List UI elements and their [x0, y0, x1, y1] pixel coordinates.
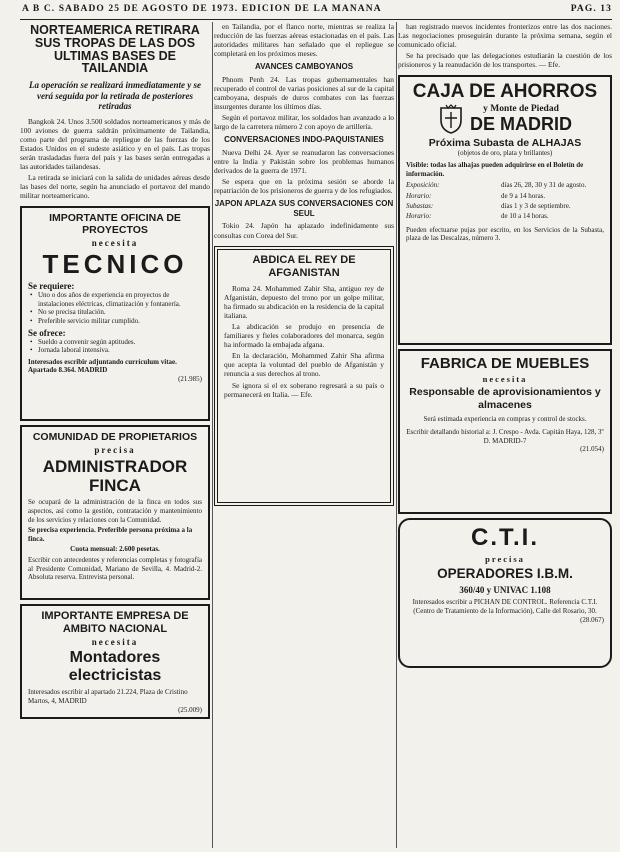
ad-city: DE MADRID [470, 114, 572, 135]
table-cell: Subastas: [406, 202, 434, 211]
table-row [406, 192, 604, 202]
ad-cti [398, 518, 612, 668]
ad-empresa-nacional [20, 604, 210, 719]
ad-reference: (28.067) [580, 615, 604, 624]
offers-list [28, 338, 202, 355]
story-box-afganistan [214, 246, 394, 506]
ad-footer: Pueden efectuarse pujas por escrito, en los Servicios de la Subasta, plaza de las Descalzas, número 3. [406, 225, 604, 243]
ad-needs: necesita [482, 374, 528, 385]
ad-auction: Próxima Subasta de ALHAJAS [428, 137, 582, 150]
ad-title: CAJA DE AHORROS [412, 81, 598, 103]
page-number: PAG. 13 [570, 4, 612, 14]
paragraph: Se espera que en la próxima sesión se aborde la repatriación de los prisioneros de guerra y de los refugiados. [214, 177, 394, 196]
paragraph: Nueva Delhi 24. Ayer se reanudaron las conversaciones entre la India y Pakistán sobre los problemas humanos derivados de la guerra de 1971. [214, 147, 394, 176]
list-item: • Uno o dos años de experiencia en proyectos de instalaciones eléctricas, climatización y fontanería. [38, 291, 202, 308]
ad-text: Será estimada experiencia en compras y control de stocks. [423, 415, 587, 424]
ad-title: C.T.I. [470, 524, 539, 552]
offers-label: Se ofrece: [28, 327, 66, 338]
ad-contact: Interesados escribir al apartado 21.224, Plaza de Cristino Martos, 4, MADRID [28, 688, 188, 705]
list-item: • Preferible servicio militar cumplido. [38, 317, 202, 325]
subheadline: La operación se realizará inmediatamente y se verá seguida por la retirada de posteriores retiradas [29, 80, 201, 111]
paragraph: en Tailandia, por el flanco norte, mientras se realiza la reducción de las fuerzas aéreas estacionadas en el país. Las autoridades militares han señalado que el repliegue se completará en los próximos meses. [214, 22, 394, 59]
paragraph: han registrado nuevos incidentes fronterizos entre las dos naciones. Las negociaciones proseguirán durante la próxima semana, según el comunicado oficial. [398, 22, 612, 50]
paragraph: Se ignora si el ex soberano regresará a su país o permanecerá en Italia. — Efe. [224, 380, 384, 399]
header-text: A B C. SABADO 25 DE AGOSTO DE 1973. EDICION DE LA MAÑANA [22, 4, 382, 14]
table-cell: días 26, 28, 30 y 31 de agosto. [501, 181, 587, 190]
page-header [22, 4, 612, 18]
table-cell: de 10 a 14 horas. [501, 212, 549, 221]
ad-needs: necesita [91, 238, 139, 249]
section-title: AVANCES CAMBOYANOS [254, 62, 354, 72]
story-text [20, 117, 210, 201]
ad-models: 360/40 y UNIVAC 1.108 [459, 585, 551, 596]
paragraph: Bangkok 24. Unos 3.500 soldados norteamericanos y más de 100 aviones de guerra saldrán próximamente de Tailandia, como parte del programa de repliegue de las fuerzas de los Estados Unidos en el sudeste asiático y en el país. Las tropas serán trasladadas fuera del país y las bases serán entregadas a las autoridades tailandesas. [20, 116, 210, 171]
column-right [398, 22, 612, 848]
ad-reference: (21.054) [580, 445, 604, 454]
ad-title: FABRICA DE MUEBLES [420, 355, 590, 373]
ad-contact: Escribir detallando historial a: J. Crespo - Avda. Capitán Haya, 128, 3º D. MADRID-7 [406, 428, 604, 445]
ad-needs: necesita [91, 637, 139, 648]
ad-contact: Interesados escribir a PICHAN DE CONTROL. Referencia C.T.I. (Centro de Tratamiento de la Información), Calle del Rosario, 30. [412, 598, 598, 616]
story-text [214, 148, 394, 195]
paragraph: Roma 24. Mohammed Zahir Sha, antiguo rey de Afganistán, depuesto del trono por un golpe militar, ha firmado su abdicación en la residencia de la capital italiana. [224, 283, 384, 320]
table-cell: Exposición: [406, 181, 440, 190]
ad-text: Se ocupará de la administración de la finca en todos sus aspectos, así como la gestión, contratación y mantenimiento de los servicios y relaciones con la Comunidad. [28, 498, 202, 524]
list-item: • No se precisa titulación. [38, 308, 202, 316]
ad-subtitle: y Monte de Piedad [483, 104, 559, 115]
headline: NORTEAMERICA RETIRARA SUS TROPAS DE LAS DOS ULTIMAS BASES DE TAILANDIA [30, 23, 200, 76]
paragraph: La retirada se iniciará con la salida de unidades aéreas desde las bases del norte, según ha anunciado el portavoz del mando militar norteamericano. [20, 173, 210, 201]
header-rule [20, 19, 612, 20]
story-text [398, 22, 612, 69]
ad-oficina-proyectos [20, 206, 210, 421]
ad-note: Visible: todas las alhajas pueden adquirirse en el Boletín de información. [406, 161, 584, 178]
ad-experience: Se precisa experiencia. Preferible persona próxima a la finca. [28, 526, 193, 543]
paragraph: Según el portavoz militar, los soldados han avanzado a lo largo de la carretera número 2 con apoyo de artillería. [214, 113, 394, 132]
list-item: • Jornada laboral intensiva. [38, 346, 202, 354]
paragraph: En la declaración, Mohammed Zahir Sha afirma que acepta la voluntad del pueblo de Afganistán y renuncia a sus derechos al trono. [224, 351, 384, 379]
ad-title: COMUNIDAD DE PROPIETARIOS [32, 431, 198, 444]
story-text [214, 75, 394, 132]
ad-needs: precisa [94, 445, 136, 456]
column-rule [212, 22, 213, 848]
table-cell: días 1 y 3 de septiembre. [501, 202, 571, 211]
ad-role: Montadores electricistas [68, 649, 162, 685]
ad-role: ADMINISTRADOR FINCA [42, 457, 188, 496]
list-item: • Sueldo a convenir según aptitudes. [38, 338, 202, 346]
story-text [214, 22, 394, 58]
box-title: ABDICA EL REY DE AFGANISTAN [252, 253, 356, 279]
table-cell: Horario: [406, 191, 432, 200]
ad-role: OPERADORES I.B.M. [437, 566, 573, 582]
schedule-table [406, 181, 604, 223]
column-left [20, 22, 210, 848]
table-row [406, 212, 604, 222]
ad-comunidad-propietarios [20, 425, 210, 600]
paragraph: La abdicación se produjo en presencia de familiares y fieles colaboradores del monarca, según ha informado la embajada afgana. [224, 321, 384, 350]
ad-reference: (25.009) [178, 705, 202, 714]
paragraph: Phnom Penh 24. Las tropas gubernamentales han recuperado el control de varias posiciones al sur de la capital camboyana, después de duros combates con las fuerzas insurgentes durante los últimos días. [214, 74, 394, 112]
table-row [406, 202, 604, 212]
ad-role: Responsable de aprovisionamientos y almacenes [409, 386, 601, 411]
ad-title: IMPORTANTE EMPRESA DE AMBITO NACIONAL [41, 610, 189, 635]
section-title: CONVERSACIONES INDO-PAQUISTANIES [224, 135, 384, 145]
ad-contact: Escribir con antecedentes y referencias completas y fotografía al Presidente Comunidad, Mariano de Sevilla, 4. Madrid-2. Absoluta reserva. Entrevista personal. [28, 555, 202, 582]
table-row [406, 181, 604, 191]
ad-salary: Cuota mensual: 2.600 pesetas. [70, 545, 160, 554]
story-text [214, 221, 394, 239]
column-rule [396, 22, 397, 848]
ad-reference: (21.985) [178, 374, 202, 383]
ad-role: TECNICO [42, 249, 188, 280]
column-middle [214, 22, 394, 848]
ad-items: (objetos de oro, plata y brillantes) [457, 149, 553, 158]
ad-caja-ahorros [398, 75, 612, 345]
requirements-list [28, 291, 202, 325]
section-title: JAPON APLAZA SUS CONVERSACIONES CON SEUL [214, 199, 394, 218]
story-text [224, 284, 384, 399]
ad-contact: Interesados escribir adjuntando currículum vitae. Apartado 8.364. MADRID [28, 357, 177, 375]
paragraph: Se ha precisado que las delegaciones estudiarán la cuestión de los prisioneros y la reanudación de los transportes. — Efe. [398, 51, 612, 70]
requirements-label: Se requiere: [28, 281, 75, 292]
ad-needs: precisa [485, 554, 525, 565]
table-cell: Horario: [406, 212, 432, 221]
ad-title: IMPORTANTE OFICINA DE PROYECTOS [49, 212, 181, 237]
paragraph: Tokio 24. Japón ha aplazado indefinidamente sus consultas con Corea del Sur. [214, 221, 394, 240]
ad-fabrica-muebles [398, 349, 612, 514]
table-cell: de 9 a 14 horas. [501, 191, 546, 200]
bank-crest-icon [438, 104, 464, 134]
